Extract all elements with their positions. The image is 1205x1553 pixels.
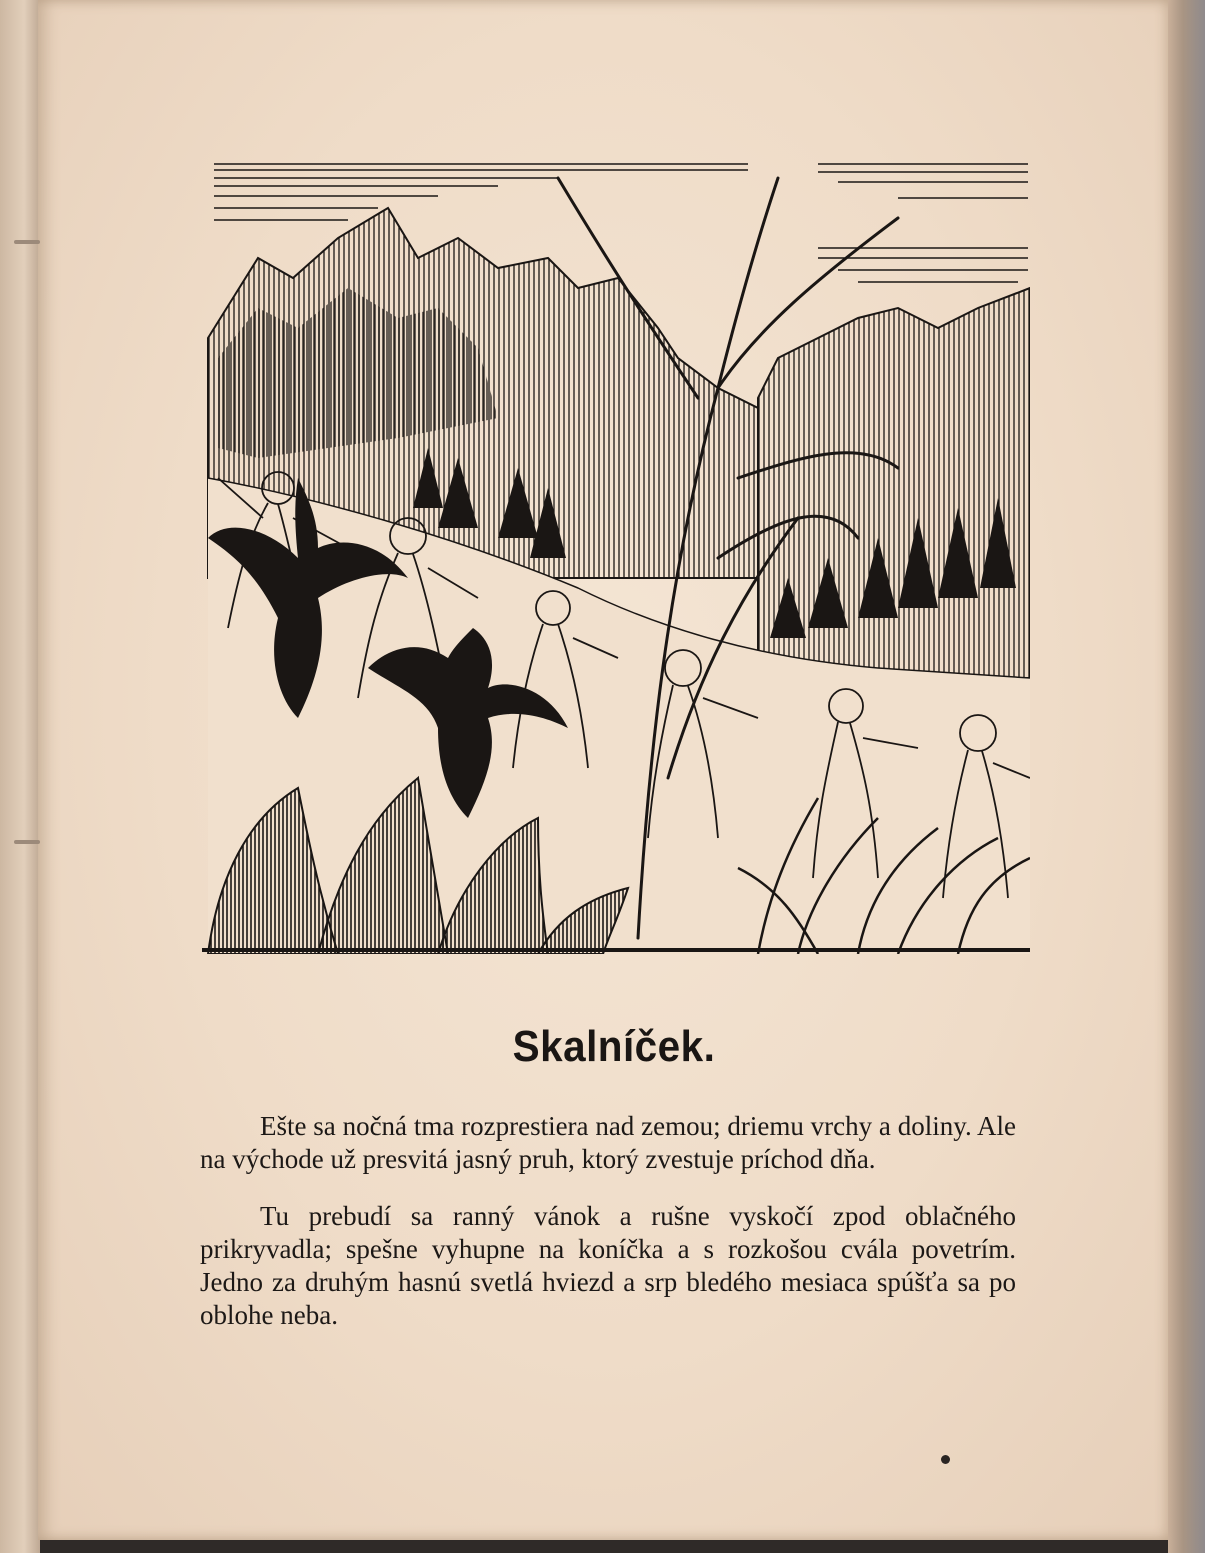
- binding-stitch: [14, 240, 40, 244]
- page-edge: [1168, 0, 1205, 1553]
- body-text: [200, 1110, 1016, 1356]
- binding-stitch: [14, 840, 40, 844]
- ink-speck: [941, 1455, 950, 1464]
- paragraph: Ešte sa nočná tma rozprestiera nad zemou; driemu vrchy a doliny. Ale na východe už presvitá jasný pruh, ktorý zvestuje príchod dňa.: [200, 1111, 1016, 1174]
- paragraph: Tu prebudí sa ranný vánok a rušne vyskočí zpod oblačného prikryvadla; spešne vyhupne na koníčka a s rozkošou cvála povetrím. Jedno za druhým hasnú svetlá hviezd a srp bledého mesiaca spúšťa sa po oblohe neba.: [200, 1201, 1016, 1330]
- previous-page-edge: [0, 0, 40, 1553]
- illustration-mountain-meadow: [198, 158, 1030, 954]
- page-title: Skalníček.: [512, 1022, 716, 1071]
